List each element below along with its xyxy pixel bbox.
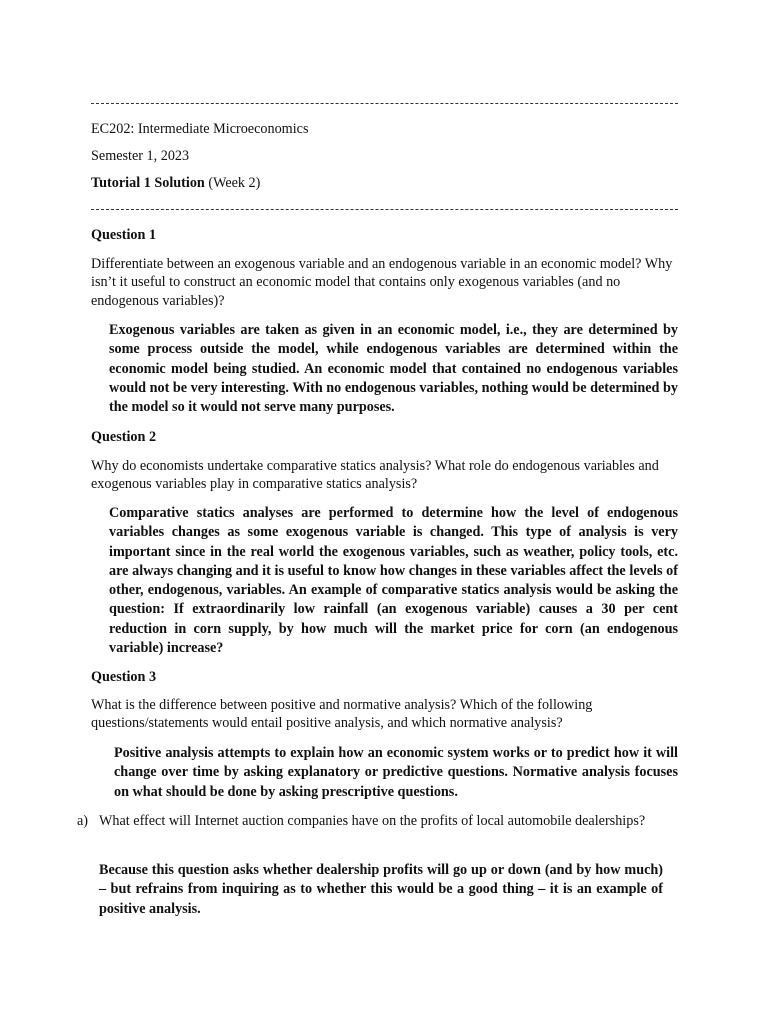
question-1-answer: Exogenous variables are taken as given in an economic model, i.e., they are determined by some process outside the model, while endogenous variables are determined within the economic model being studied. An economic model that contained no endogenous variables would not be very interesting. With no endogenous variables, nothing would be determined by the model so it would not serve many purposes. (109, 322, 678, 416)
question-2-text: Why do economists undertake comparative statics analysis? What role do endogenous variables and exogenous variables play in comparative statics analysis? (91, 458, 659, 493)
question-3-text: What is the difference between positive and normative analysis? Which of the following questions/statements would entail positive analysis, and which normative analysis? (91, 697, 593, 732)
item-a-answer: Because this question asks whether dealership profits will go up or down (and by how much) – but refrains from inquiring as to whether this would be a good thing – it is an example of positive analysis. (99, 862, 663, 917)
tutorial-week: (Week 2) (208, 175, 261, 191)
question-2-answer: Comparative statics analyses are performed to determine how the level of endogenous variables changes as some exogenous variable is changed. This type of analysis is very important since in the real world the exogenous variables, such as weather, policy tools, etc. are always changing and it is useful to know how changes in these variables affect the levels of other, endogenous, variables. An example of comparative statics analysis would be asking the question: If extraordinarily low rainfall (an exogenous variable) causes a 30 per cent reduction in corn supply, by how much will the market price for corn (an endogenous variable) increase? (109, 505, 678, 657)
top-dashed-divider (91, 103, 678, 104)
question-1-text: Differentiate between an exogenous variable and an endogenous variable in an economic model? Why isn’t it useful to construct an economic model that contains only exogenous variables (and no endogenous variables)? (91, 256, 673, 309)
course-title: EC202: Intermediate Microeconomics (91, 121, 309, 137)
tutorial-heading (91, 174, 260, 192)
question-1-heading: Question 1 (91, 227, 157, 243)
bottom-dashed-divider (91, 209, 678, 210)
item-a-text: What effect will Internet auction companies have on the profits of local automobile dealerships? (99, 813, 646, 829)
item-a-label: a) (77, 813, 89, 829)
question-2-heading: Question 2 (91, 429, 157, 445)
semester-label: Semester 1, 2023 (91, 148, 190, 164)
question-3-answer: Positive analysis attempts to explain how an economic system works or to predict how it will change over time by asking explanatory or predictive questions. Normative analysis focuses on what should be done by asking prescriptive questions. (114, 745, 678, 800)
tutorial-title: Tutorial 1 Solution (91, 175, 205, 191)
question-3-heading: Question 3 (91, 669, 157, 685)
